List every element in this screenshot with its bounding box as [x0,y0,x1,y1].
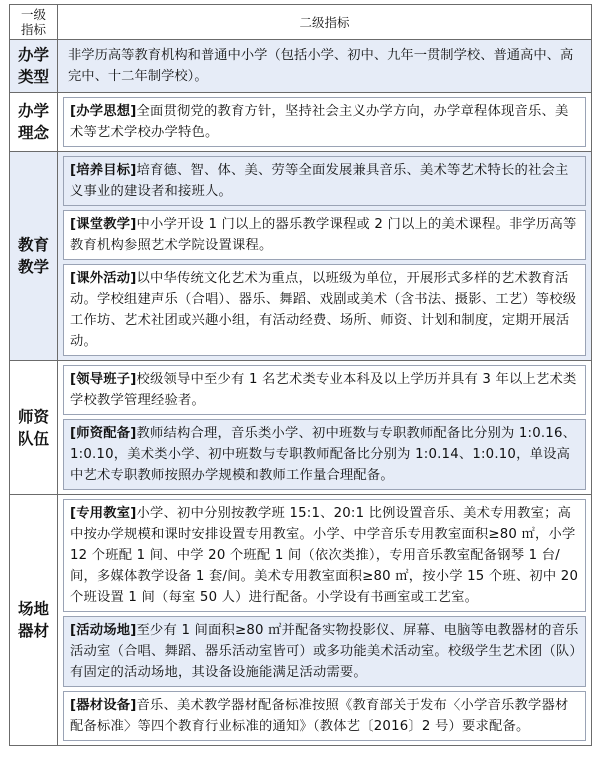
item-tag: [领导班子] [70,372,137,387]
label-philosophy: 办学理念 [10,93,58,152]
item-text: 音乐、美术教学器材配备标准按照《教育部关于发布〈小学音乐教学器材配备标准〉等四个教育行业标准的通知》（教体艺〔2016〕2 号）要求配备。 [70,698,569,734]
indicator-table [9,4,592,746]
item-text: 中小学开设 1 门以上的器乐教学课程或 2 门以上的美术课程。非学历高等教育机构参照艺术学院设置课程。 [70,217,577,253]
table-row [10,361,592,495]
item-tag: [专用教室] [70,506,137,521]
item-tag: [器材设备] [70,698,137,713]
item-text: 教师结构合理，音乐类小学、初中班数与专职教师配备比分别为 1:0.16、1:0.10，美术类小学、初中班数与专职教师配备比分别为 1:0.14、1:0.10，单设高中艺术专职教师按照办学规模和教师工作量合理配备。 [70,426,577,483]
item-text: 培育德、智、体、美、劳等全面发展兼具音乐、美术等艺术特长的社会主义事业的建设者和接班人。 [70,163,569,199]
table-row [10,495,592,746]
item-tag: [师资配备] [70,426,137,441]
header-level2: 二级指标 [58,5,592,40]
item-dedicated-classrooms [63,499,586,612]
item-tag: [课外活动] [70,271,137,286]
table-row [10,93,592,152]
item-text: 以中华传统文化艺术为重点，以班级为单位，开展形式多样的艺术教育活动。学校组建声乐（合唱）、器乐、舞蹈、戏剧或美术（含书法、摄影、工艺）等校级工作坊、艺术社团或兴趣小组，有活动经费、场所、师资、计划和制度，定期开展活动。 [70,271,577,349]
table-header [10,5,592,40]
item-training-goal [63,156,586,206]
item-teacher-allocation [63,419,586,490]
item-classroom-teaching [63,210,586,260]
item-text: 小学、初中分别按教学班 15:1、20:1 比例设置音乐、美术专用教室；高中按办学规模和课时安排设置专用教室。小学、中学音乐专用教室面积≥80 ㎡，小学 12 个班配 1 间、中学 20 个班配 1 间（依次类推），专用音乐教室配备钢琴 1 台/间，多媒体教学设备 1 套/间。美术专用教室面积≥80 ㎡，按小学 15 个班、初中 20 个班设置 1 间（每室 50 人）进行配备。小学设有书画室或工艺室。 [70,506,579,605]
item-text: 全面贯彻党的教育方针，坚持社会主义办学方向，办学章程体现音乐、美术等艺术学校办学特色。 [70,104,569,140]
item-tag: [办学思想] [70,104,137,119]
label-facilities: 场地器材 [10,495,58,746]
cell-type: 非学历高等教育机构和普通中小学（包括小学、初中、九年一贯制学校、普通高中、高完中、十二年制学校）。 [58,40,592,93]
cell-teaching [58,152,592,361]
header-level1: 一级指标 [10,5,58,40]
item-extracurricular [63,264,586,356]
cell-facilities [58,495,592,746]
cell-philosophy [58,93,592,152]
cell-staff [58,361,592,495]
item-text: 校级领导中至少有 1 名艺术类专业本科及以上学历并具有 3 年以上艺术类学校教学管理经验者。 [70,372,577,408]
item-text: 至少有 1 间面积≥80 ㎡并配备实物投影仪、屏幕、电脑等电教器材的音乐活动室（合唱、舞蹈、器乐活动室皆可）或多功能美术活动室。校级学生艺术团（队）有固定的活动场地，其设备设施能满足活动需要。 [70,623,579,680]
item-leadership [63,365,586,415]
item-equipment [63,691,586,741]
item-tag: [活动场地] [70,623,137,638]
table-row [10,40,592,93]
label-type: 办学类型 [10,40,58,93]
item-philosophy [63,97,586,147]
item-tag: [培养目标] [70,163,137,178]
table-row [10,152,592,361]
label-teaching: 教育教学 [10,152,58,361]
item-tag: [课堂教学] [70,217,137,232]
item-activity-venues [63,616,586,687]
label-staff: 师资队伍 [10,361,58,495]
